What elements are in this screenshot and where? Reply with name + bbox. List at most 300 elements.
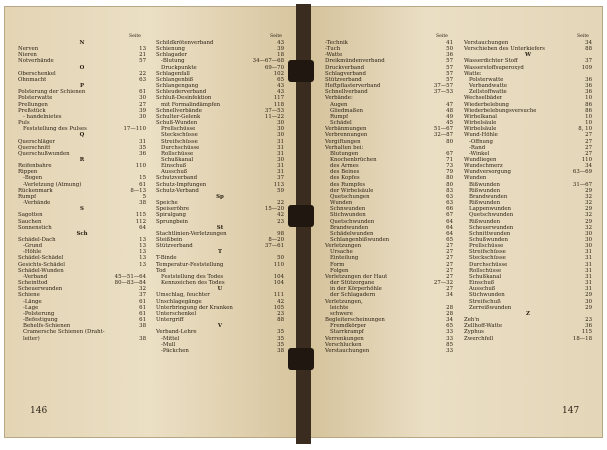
index-term: Lappenwunden: [469, 206, 512, 213]
index-term: Wundschmerz: [464, 163, 503, 170]
index-page-ref: 57: [446, 58, 453, 65]
index-letter-heading: O: [79, 64, 85, 71]
index-page-ref: 31: [585, 249, 592, 256]
index-page-ref: 31—67: [572, 181, 592, 188]
index-term: Wasserstoffsuperoxyd: [464, 64, 524, 71]
index-term: Rippen: [18, 169, 38, 176]
index-term: Verschieben des Unterkiefers: [464, 46, 545, 53]
index-term: -Verband: [23, 273, 48, 280]
index-term: Durchschüsse: [469, 261, 508, 268]
index-page-ref: 31: [585, 267, 592, 274]
column-header-seite: Seite: [270, 34, 282, 39]
index-term: T-Binde: [156, 255, 177, 262]
index-page-ref: 27: [446, 255, 453, 262]
index-term: Streifschüsse: [469, 249, 506, 256]
index-term: Verband-Lehre: [156, 329, 197, 336]
index-page-ref: 15: [139, 175, 146, 182]
index-page-ref: 61: [139, 298, 146, 305]
index-term: Scheinttod: [18, 280, 48, 287]
index-page-ref: 57: [446, 76, 453, 83]
index-term: Verletzungen: [325, 243, 362, 250]
index-page-ref: 113: [273, 181, 284, 188]
index-page-ref: 29: [585, 218, 592, 225]
index-page-ref: 43: [277, 83, 284, 90]
index-term: -Polsterung: [23, 310, 55, 317]
index-term: -Lage: [23, 304, 39, 311]
index-term: Einschuß: [161, 163, 187, 170]
index-term: Form: [330, 261, 345, 268]
index-page-ref: 50: [446, 46, 453, 53]
index-entry: [18, 336, 146, 342]
index-letter-heading: St: [216, 224, 224, 231]
index-column-1: [18, 40, 146, 342]
index-page-ref: 27: [446, 267, 453, 274]
index-page-ref: 34: [446, 292, 453, 299]
index-term: Feststellung des Pulses: [23, 126, 87, 133]
index-page-ref: 13: [139, 46, 146, 53]
index-term: Verbände:: [325, 95, 353, 102]
index-page-ref: 104: [273, 273, 284, 280]
index-page-ref: 8—20: [268, 237, 284, 243]
index-term: Steckschüsse: [161, 132, 198, 139]
index-page-ref: 37: [585, 58, 592, 65]
index-term: Zyphus: [464, 329, 484, 336]
index-page-ref: 30: [585, 243, 592, 250]
index-page-ref: 61: [139, 89, 146, 96]
index-page-ref: 105: [273, 304, 284, 311]
index-page-ref: 69—70: [264, 64, 284, 71]
index-term: Wunden: [464, 175, 487, 182]
index-column-2: [156, 40, 284, 354]
index-page-ref: 36: [139, 150, 146, 157]
index-term: Blutungen: [330, 150, 359, 157]
index-page-ref: 31: [277, 150, 284, 157]
index-page-ref: 57: [139, 58, 146, 65]
index-term: Cramersche Schienen (Draht-: [23, 329, 105, 336]
index-page-ref: 33: [446, 329, 453, 336]
index-term: Ausschuß: [469, 286, 496, 293]
index-page-ref: 13: [139, 249, 146, 256]
index-term: Preßstück: [18, 107, 46, 114]
index-entry: [156, 348, 284, 354]
index-term: Streifschüsse: [161, 138, 198, 145]
index-term: Wirbelkanal: [464, 113, 498, 120]
index-term: Begleiterscheinungen: [325, 317, 385, 324]
index-term: Polsterwatte: [18, 95, 53, 102]
index-page-ref: 27: [446, 261, 453, 268]
index-term: des Kopfes: [330, 175, 360, 182]
index-term: Schiene: [18, 292, 40, 299]
index-page-ref: 31: [585, 273, 592, 280]
index-term: Verstauchungen: [325, 347, 370, 354]
index-page-ref: 102: [273, 70, 284, 77]
index-page-ref: 115: [135, 212, 146, 219]
index-term: Behelfs-Schienen: [23, 323, 71, 330]
index-term: Steißbein: [156, 237, 183, 243]
index-page-ref: 36: [585, 76, 592, 83]
index-term: Reifenbahre: [18, 163, 52, 170]
index-term: Fremdkörper: [330, 323, 367, 330]
index-term: Zellstoffwatte: [469, 89, 507, 96]
index-page-ref: 65: [446, 237, 453, 243]
index-page-ref: 29: [585, 206, 592, 213]
index-term: Quetschwunden: [330, 218, 375, 225]
index-page-ref: 29: [585, 292, 592, 299]
index-page-ref: 15—20: [264, 206, 284, 213]
index-page-ref: 13: [139, 237, 146, 243]
index-page-ref: 34: [585, 40, 592, 46]
index-page-ref: 36: [585, 323, 592, 330]
index-page-ref: 42: [277, 212, 284, 219]
index-page-ref: 66: [446, 206, 453, 213]
index-page-ref: 10: [585, 120, 592, 127]
index-page-ref: 65: [277, 76, 284, 83]
index-term: Schlangenbißwunden: [330, 237, 390, 243]
index-page-ref: 27: [446, 249, 453, 256]
index-page-ref: 30: [585, 230, 592, 237]
index-term: Druckpunkte: [161, 64, 197, 71]
index-page-ref: 104: [273, 280, 284, 287]
index-letter-heading: Sp: [216, 193, 224, 200]
index-page-ref: 109: [581, 64, 592, 71]
index-term: Zeh'n: [464, 317, 480, 324]
index-term: Sprungbein: [156, 218, 188, 225]
index-page-ref: 36: [585, 83, 592, 90]
index-page-ref: 34—67—68: [252, 58, 284, 65]
index-term: Einteilung: [330, 255, 359, 262]
index-term: Nerven: [18, 46, 39, 53]
index-page-ref: 31: [139, 138, 146, 145]
index-term: Gliedmaßen: [330, 107, 363, 114]
index-page-ref: 37—53: [264, 107, 284, 114]
index-term: Schutzverband: [156, 175, 198, 182]
page-number-left: 146: [30, 406, 48, 416]
index-page-ref: 32: [585, 224, 592, 231]
index-page-ref: 30: [585, 237, 592, 243]
index-page-ref: 32: [585, 200, 592, 207]
index-page-ref: 34: [585, 163, 592, 170]
index-term: Schädel: [330, 120, 352, 127]
index-page-ref: 32—87: [433, 132, 453, 139]
index-term: Knochenbrüchen: [330, 156, 377, 163]
index-column-3: [325, 40, 453, 354]
index-page-ref: 48: [446, 107, 453, 114]
index-page-ref: 45: [446, 120, 453, 127]
index-page-ref: 117: [273, 95, 284, 102]
index-page-ref: 63: [446, 193, 453, 200]
index-term: Schnellverbände: [156, 107, 202, 114]
index-term: Schluß-Desinfektion: [156, 95, 212, 102]
index-page-ref: 22: [139, 70, 146, 77]
index-term: Ausschuß: [161, 169, 188, 176]
index-page-ref: 13: [139, 255, 146, 262]
index-term: Schädel-Wunden: [18, 267, 64, 274]
index-term: Unschlagegänge: [156, 298, 202, 305]
index-term: Verletzungen der Haut: [325, 273, 388, 280]
index-page-ref: 85: [446, 341, 453, 348]
index-term: Unterbringung der Kranken: [156, 304, 233, 311]
index-term: Schlangenbiß: [156, 76, 194, 83]
index-page-ref: 37—53: [433, 89, 453, 96]
index-page-ref: 118: [273, 101, 284, 108]
index-term: Untergriff: [156, 317, 184, 324]
index-page-ref: 35: [277, 335, 284, 342]
index-term: -Höhle: [23, 249, 42, 256]
index-term: Heftpflasterverband: [325, 83, 381, 90]
index-term: Wiederbelebungsversuche: [464, 107, 537, 114]
index-term: Verbänmungen: [325, 126, 367, 133]
index-term: mit Formalindämpfen: [161, 101, 221, 108]
index-page-ref: 115: [581, 329, 592, 336]
index-page-ref: 110: [273, 261, 284, 268]
index-page-ref: 10: [585, 113, 592, 120]
binding-stitch: [288, 205, 314, 227]
binding-stitch: [288, 348, 314, 370]
index-term: Rumpf: [330, 113, 349, 120]
index-term: -Bogen: [23, 175, 43, 182]
index-term: Schußkanal: [161, 156, 194, 163]
index-page-ref: 36: [585, 89, 592, 96]
index-page-ref: 86: [585, 101, 592, 108]
index-letter-heading: U: [217, 286, 223, 293]
index-term: Stichwunden: [330, 212, 366, 219]
index-term: Rißwunden: [469, 218, 501, 225]
index-page-ref: 88: [277, 317, 284, 324]
index-term: Prellungen: [18, 101, 48, 108]
index-term: Brandwunden: [469, 193, 508, 200]
index-term: Schlagenfall: [156, 70, 190, 77]
index-term: -Blutung: [161, 58, 185, 65]
index-page-ref: 30: [277, 132, 284, 139]
index-term: Rollschüsse: [469, 267, 502, 274]
index-term: Verhalten bei:: [325, 144, 364, 151]
index-term: der Schlagadern: [330, 292, 376, 299]
index-term: Streifschuß: [469, 298, 501, 305]
index-term: leichte: [330, 304, 349, 311]
index-page-ref: 47: [446, 101, 453, 108]
index-term: Vergiftungen: [325, 138, 361, 145]
index-term: Schleuderverband: [156, 89, 207, 96]
index-page-ref: 59: [277, 187, 284, 194]
index-term: Querschnitt: [18, 144, 51, 151]
index-term: Tod: [156, 267, 166, 274]
index-page-ref: 65: [446, 323, 453, 330]
index-page-ref: 57: [446, 64, 453, 71]
index-term: -Mittel: [161, 335, 180, 342]
index-term: Starrkrampf: [330, 329, 364, 336]
index-letter-heading: P: [79, 83, 85, 90]
index-term: Umschlag, feuchter: [156, 292, 210, 299]
index-term: -Tuch: [325, 46, 341, 53]
index-term: Polsterwatte: [469, 76, 504, 83]
index-page-ref: 21: [139, 52, 146, 59]
index-term: Ohnmacht: [18, 76, 47, 83]
index-page-ref: 38: [139, 200, 146, 207]
index-term: Querschläger: [18, 138, 56, 145]
index-term: Schädel-Dach: [18, 237, 56, 243]
index-term: Dreikmündenverband: [325, 58, 385, 65]
index-entry: [464, 336, 592, 342]
index-term: in der Körperhöhle: [330, 286, 382, 293]
index-term: Speiseröhre: [156, 206, 190, 213]
index-term: Schildkrötenverband: [156, 40, 214, 46]
index-term: Wirbelsäule: [464, 126, 497, 133]
index-page-ref: 45—51—64: [114, 273, 146, 280]
index-page-ref: 33: [446, 347, 453, 354]
index-page-ref: 64: [446, 218, 453, 225]
index-page-ref: 80—83—84: [114, 280, 146, 287]
index-page-ref: 73: [446, 163, 453, 170]
index-page-ref: 37—61: [264, 243, 284, 250]
index-page-ref: 31: [585, 255, 592, 262]
index-page-ref: 34: [446, 317, 453, 324]
column-header-seite: Seite: [436, 34, 448, 39]
index-page-ref: 35: [277, 329, 284, 336]
index-term: Rumpf: [18, 193, 37, 200]
index-page-ref: 35: [139, 144, 146, 151]
index-page-ref: 110: [135, 163, 146, 170]
index-page-ref: 50: [277, 255, 284, 262]
index-term: Schädelwunden: [330, 230, 374, 237]
index-page-ref: 49: [446, 113, 453, 120]
index-page-ref: 61: [139, 304, 146, 311]
index-term: Spiralgang: [156, 212, 186, 219]
index-page-ref: 33: [446, 335, 453, 342]
index-term: Bißwunden: [469, 181, 500, 188]
index-page-ref: 88: [585, 46, 592, 53]
index-page-ref: 31: [277, 163, 284, 170]
index-term: des Armes: [330, 163, 359, 170]
index-term: Querschußwunden: [18, 150, 70, 157]
index-page-ref: 13: [139, 261, 146, 268]
index-term: Schulter-Gelenk: [156, 113, 201, 120]
index-column-4: [464, 40, 592, 342]
index-term: Verbandwatte: [469, 83, 508, 90]
index-term: -Befestigung: [23, 317, 58, 324]
index-term: Schnellverband: [325, 89, 368, 96]
index-page-ref: 31: [277, 169, 284, 176]
index-page-ref: 37—57: [433, 83, 453, 90]
index-letter-heading: R: [79, 156, 85, 163]
index-page-ref: 37: [277, 175, 284, 182]
index-page-ref: 35: [277, 341, 284, 348]
index-page-ref: 110: [581, 156, 592, 163]
index-term: Steckschüsse: [469, 255, 506, 262]
index-term: Kennzeichen des Todes: [161, 280, 225, 287]
index-term: -Grund: [23, 243, 43, 250]
index-page-ref: 13: [139, 243, 146, 250]
index-page-ref: 31: [277, 138, 284, 145]
index-page-ref: 39: [277, 46, 284, 53]
index-page-ref: 61: [139, 317, 146, 324]
index-term: Ursache: [330, 249, 353, 256]
index-term: Schlangengang: [156, 83, 199, 90]
index-page-ref: 57: [446, 70, 453, 77]
index-page-ref: 22: [277, 200, 284, 207]
index-term: -Technik: [325, 40, 348, 46]
index-letter-heading: S: [80, 206, 84, 213]
index-page-ref: 30: [139, 95, 146, 102]
index-term: Zerreißwunden: [469, 304, 512, 311]
index-page-ref: 27—32: [433, 280, 453, 287]
index-term: Quetschwunden: [469, 212, 514, 219]
index-term: -Verbände: [23, 200, 51, 207]
page-number-right: 147: [562, 406, 580, 416]
index-page-ref: 27: [585, 138, 592, 145]
index-term: Scheuerwunden: [18, 286, 63, 293]
index-term: der Wirbelsäule: [330, 187, 374, 194]
index-term: Schutz-Impfungen: [156, 181, 207, 188]
index-page-ref: 11—22: [264, 113, 284, 120]
index-term: Wunden: [330, 200, 353, 207]
index-page-ref: 51—67: [433, 126, 453, 133]
index-term: Rißwunden: [469, 200, 501, 207]
index-term: Einschuß: [469, 280, 495, 287]
index-page-ref: 63: [446, 200, 453, 207]
index-term: Sonnenstich: [18, 224, 52, 231]
index-term: leiter): [23, 335, 40, 342]
index-page-ref: 42: [277, 298, 284, 305]
index-letter-heading: T: [217, 249, 222, 256]
index-term: Gesichts-Schädel: [18, 261, 65, 268]
index-term: -Päckchen: [161, 347, 189, 354]
index-page-ref: 98: [277, 230, 284, 237]
index-letter-heading: V: [217, 323, 223, 330]
index-term: -Länge: [23, 298, 42, 305]
index-page-ref: 32: [139, 286, 146, 293]
index-page-ref: 64: [446, 230, 453, 237]
index-term: Wiederbelebung: [464, 101, 509, 108]
index-page-ref: 30: [585, 298, 592, 305]
index-term: Stützverband: [156, 243, 193, 250]
index-page-ref: 18: [277, 52, 284, 59]
index-page-ref: 112: [135, 218, 146, 225]
index-page-ref: 23: [585, 317, 592, 324]
index-term: Zwerchfell: [464, 335, 494, 342]
index-page-ref: 61: [139, 181, 146, 188]
index-page-ref: 36: [446, 52, 453, 59]
index-page-ref: 67: [446, 212, 453, 219]
index-term: Sauchen: [18, 218, 42, 225]
index-term: Zellhoff-Watte: [464, 323, 503, 330]
index-term: der Stützorgane: [330, 280, 375, 287]
index-page-ref: 111: [273, 292, 284, 299]
index-term: Watte:: [464, 70, 482, 77]
index-page-ref: 31: [585, 286, 592, 293]
index-term: Verrenkungen: [325, 335, 364, 342]
index-term: -Watte: [325, 52, 343, 59]
index-page-ref: 31: [585, 280, 592, 287]
index-page-ref: 23: [277, 218, 284, 225]
index-page-ref: 43: [277, 89, 284, 96]
index-term: Oberschenkel: [18, 70, 56, 77]
index-term: schwere: [330, 310, 353, 317]
index-entry: [325, 348, 453, 354]
index-page-ref: 27: [585, 150, 592, 157]
index-term: Wundliegen: [464, 156, 497, 163]
index-term: Rückenmark: [18, 187, 53, 194]
index-term: Schnittwunden: [469, 230, 511, 237]
index-letter-heading: W: [524, 52, 532, 59]
index-page-ref: 27: [446, 286, 453, 293]
index-term: Schnwunden: [330, 206, 366, 213]
index-page-ref: 71: [446, 156, 453, 163]
index-page-ref: 27: [585, 132, 592, 139]
index-term: Sagotten: [18, 212, 43, 219]
index-term: Augen: [330, 101, 348, 108]
index-page-ref: 30: [139, 113, 146, 120]
index-page-ref: 8—13: [130, 187, 146, 194]
